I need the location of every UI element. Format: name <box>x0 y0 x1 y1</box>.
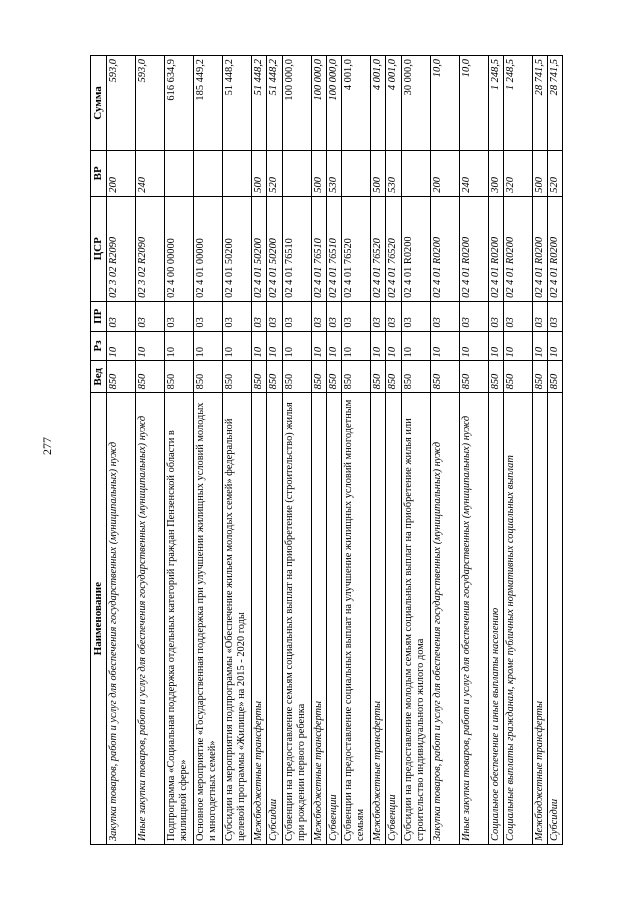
cell-rz: 10 <box>488 331 503 361</box>
header-ved: Вед <box>91 361 107 393</box>
cell-csr: 02 4 01 76510 <box>282 196 311 301</box>
cell-rz: 10 <box>503 331 532 361</box>
cell-csr: 02 4 01 R0200 <box>488 196 503 301</box>
table-row <box>282 56 311 845</box>
cell-vr: 500 <box>532 150 547 196</box>
cell-rz: 10 <box>311 331 326 361</box>
cell-name: Межбюджетные трансферты <box>532 393 547 845</box>
budget-table <box>90 55 563 845</box>
cell-vr: 520 <box>548 150 563 196</box>
cell-csr: 02 4 01 76520 <box>342 196 371 301</box>
cell-sum: 10,0 <box>430 56 459 151</box>
cell-name: Межбюджетные трансферты <box>251 393 266 845</box>
header-name: Наименование <box>91 393 107 845</box>
cell-name: Субсидии на предоставление молодым семьям социальных выплат на приобретение жилья или строительство индивидуального жилого дома <box>401 393 430 845</box>
cell-sum: 100 000,0 <box>311 56 326 151</box>
table-row <box>459 56 488 845</box>
cell-name: Субсидии <box>548 393 563 845</box>
table-row <box>311 56 326 845</box>
cell-csr: 02 4 01 76510 <box>326 196 341 301</box>
cell-pr: 03 <box>106 301 135 331</box>
page-number: 277 <box>40 437 54 455</box>
cell-sum: 1 248,5 <box>488 56 503 151</box>
table-row <box>222 56 251 845</box>
cell-sum: 1 248,5 <box>503 56 532 151</box>
cell-sum: 51 448,2 <box>222 56 251 151</box>
cell-ved: 850 <box>532 361 547 393</box>
cell-ved: 850 <box>222 361 251 393</box>
table-row <box>135 56 164 845</box>
cell-name: Закупка товаров, работ и услуг для обеспечения государственных (муниципальных) нужд <box>430 393 459 845</box>
header-rz: Рз <box>91 331 107 361</box>
cell-rz: 10 <box>193 331 222 361</box>
cell-ved: 850 <box>311 361 326 393</box>
cell-pr: 03 <box>430 301 459 331</box>
cell-vr <box>342 150 371 196</box>
cell-sum: 100 000,0 <box>282 56 311 151</box>
cell-ved: 850 <box>459 361 488 393</box>
cell-ved: 850 <box>282 361 311 393</box>
cell-name: Межбюджетные трансферты <box>371 393 386 845</box>
cell-pr: 03 <box>386 301 401 331</box>
cell-vr <box>164 150 193 196</box>
cell-vr: 520 <box>267 150 282 196</box>
cell-sum: 28 741,5 <box>532 56 547 151</box>
cell-csr: 02 4 01 50200 <box>267 196 282 301</box>
cell-csr: 02 4 01 R0200 <box>459 196 488 301</box>
cell-sum: 616 634,9 <box>164 56 193 151</box>
cell-csr: 02 4 01 50200 <box>222 196 251 301</box>
cell-pr: 03 <box>503 301 532 331</box>
cell-rz: 10 <box>401 331 430 361</box>
cell-csr: 02 3 02 R2090 <box>135 196 164 301</box>
cell-sum: 28 741,5 <box>548 56 563 151</box>
cell-rz: 10 <box>459 331 488 361</box>
table-header-row <box>91 56 107 845</box>
table-row <box>326 56 341 845</box>
cell-vr: 500 <box>251 150 266 196</box>
cell-rz: 10 <box>371 331 386 361</box>
cell-ved: 850 <box>251 361 266 393</box>
cell-vr: 530 <box>326 150 341 196</box>
cell-pr: 03 <box>401 301 430 331</box>
header-sum: Сумма <box>91 56 107 151</box>
cell-pr: 03 <box>548 301 563 331</box>
cell-vr: 200 <box>430 150 459 196</box>
cell-name: Субвенции <box>326 393 341 845</box>
cell-rz: 10 <box>106 331 135 361</box>
table-row <box>193 56 222 845</box>
cell-ved: 850 <box>106 361 135 393</box>
cell-sum: 185 449,2 <box>193 56 222 151</box>
table-row <box>386 56 401 845</box>
cell-csr: 02 4 01 76520 <box>386 196 401 301</box>
cell-vr <box>222 150 251 196</box>
cell-sum: 100 000,0 <box>326 56 341 151</box>
cell-pr: 03 <box>193 301 222 331</box>
table-row <box>401 56 430 845</box>
cell-name: Иные закупки товаров, работ и услуг для обеспечения государственных (муниципальных) нужд <box>459 393 488 845</box>
table-row <box>342 56 371 845</box>
cell-ved: 850 <box>193 361 222 393</box>
cell-rz: 10 <box>326 331 341 361</box>
cell-vr: 240 <box>135 150 164 196</box>
cell-ved: 850 <box>135 361 164 393</box>
cell-csr: 02 4 01 R0200 <box>401 196 430 301</box>
table-row <box>430 56 459 845</box>
cell-name: Иные закупки товаров, работ и услуг для обеспечения государственных (муниципальных) нужд <box>135 393 164 845</box>
cell-ved: 850 <box>386 361 401 393</box>
cell-vr: 500 <box>311 150 326 196</box>
cell-sum: 4 001,0 <box>342 56 371 151</box>
cell-ved: 850 <box>342 361 371 393</box>
cell-csr: 02 4 01 R0200 <box>548 196 563 301</box>
cell-csr: 02 4 01 00000 <box>193 196 222 301</box>
cell-pr: 03 <box>459 301 488 331</box>
cell-pr: 03 <box>371 301 386 331</box>
cell-pr: 03 <box>342 301 371 331</box>
header-pr: ПР <box>91 301 107 331</box>
cell-ved: 850 <box>371 361 386 393</box>
cell-csr: 02 3 02 R2090 <box>106 196 135 301</box>
cell-ved: 850 <box>326 361 341 393</box>
cell-csr: 02 4 01 R0200 <box>503 196 532 301</box>
table-row <box>503 56 532 845</box>
cell-vr: 320 <box>503 150 532 196</box>
cell-pr: 03 <box>164 301 193 331</box>
cell-sum: 51 448,2 <box>267 56 282 151</box>
table-body <box>106 56 562 845</box>
cell-csr: 02 4 01 R0200 <box>532 196 547 301</box>
cell-vr: 200 <box>106 150 135 196</box>
table-row <box>532 56 547 845</box>
cell-ved: 850 <box>430 361 459 393</box>
cell-ved: 850 <box>548 361 563 393</box>
cell-pr: 03 <box>282 301 311 331</box>
cell-name: Субвенции на предоставление семьям социальных выплат на приобретение (строительство) жилья при рождении первого ребенка <box>282 393 311 845</box>
cell-sum: 4 001,0 <box>386 56 401 151</box>
cell-rz: 10 <box>548 331 563 361</box>
cell-pr: 03 <box>488 301 503 331</box>
table-row <box>251 56 266 845</box>
cell-rz: 10 <box>267 331 282 361</box>
table-row <box>267 56 282 845</box>
cell-pr: 03 <box>326 301 341 331</box>
cell-rz: 10 <box>282 331 311 361</box>
cell-vr: 300 <box>488 150 503 196</box>
cell-name: Субсидии <box>267 393 282 845</box>
cell-rz: 10 <box>135 331 164 361</box>
table-row <box>371 56 386 845</box>
table-row <box>106 56 135 845</box>
cell-pr: 03 <box>311 301 326 331</box>
table-row <box>164 56 193 845</box>
table-row <box>488 56 503 845</box>
cell-rz: 10 <box>532 331 547 361</box>
cell-name: Субвенции <box>386 393 401 845</box>
cell-ved: 850 <box>488 361 503 393</box>
cell-sum: 51 448,2 <box>251 56 266 151</box>
cell-name: Субсидии на мероприятия подпрограммы «Обеспечение жильем молодых семей» федеральной целевой программы «Жилище» на 2015 - 2020 годы <box>222 393 251 845</box>
cell-vr: 500 <box>371 150 386 196</box>
cell-vr <box>282 150 311 196</box>
cell-sum: 10,0 <box>459 56 488 151</box>
cell-rz: 10 <box>251 331 266 361</box>
cell-sum: 593,0 <box>106 56 135 151</box>
header-vr: ВР <box>91 150 107 196</box>
cell-rz: 10 <box>430 331 459 361</box>
cell-vr <box>193 150 222 196</box>
cell-ved: 850 <box>401 361 430 393</box>
cell-pr: 03 <box>251 301 266 331</box>
cell-pr: 03 <box>135 301 164 331</box>
cell-ved: 850 <box>164 361 193 393</box>
cell-csr: 02 4 01 76520 <box>371 196 386 301</box>
cell-name: Социальное обеспечение и иные выплаты населению <box>488 393 503 845</box>
cell-name: Межбюджетные трансферты <box>311 393 326 845</box>
cell-pr: 03 <box>222 301 251 331</box>
cell-ved: 850 <box>503 361 532 393</box>
cell-csr: 02 4 01 76510 <box>311 196 326 301</box>
cell-name: Основное мероприятие «Государственная поддержка при улучшении жилищных условий молодых и многодетных семей» <box>193 393 222 845</box>
cell-vr: 240 <box>459 150 488 196</box>
cell-ved: 850 <box>267 361 282 393</box>
cell-vr: 530 <box>386 150 401 196</box>
cell-sum: 4 001,0 <box>371 56 386 151</box>
cell-rz: 10 <box>164 331 193 361</box>
header-csr: ЦСР <box>91 196 107 301</box>
cell-name: Подпрограмма «Социальная поддержка отдельных категорий граждан Пензенской области в жилищной сфере» <box>164 393 193 845</box>
cell-pr: 03 <box>532 301 547 331</box>
cell-rz: 10 <box>342 331 371 361</box>
cell-rz: 10 <box>222 331 251 361</box>
cell-csr: 02 4 01 50200 <box>251 196 266 301</box>
cell-name: Субвенции на предоставление социальных выплат на улучшение жилищных условий многодетным семьям <box>342 393 371 845</box>
cell-pr: 03 <box>267 301 282 331</box>
cell-csr: 02 4 00 00000 <box>164 196 193 301</box>
cell-name: Социальные выплаты гражданам, кроме публичных нормативных социальных выплат <box>503 393 532 845</box>
rotated-table-container <box>90 55 560 845</box>
cell-vr <box>401 150 430 196</box>
table-row <box>548 56 563 845</box>
cell-sum: 593,0 <box>135 56 164 151</box>
cell-name: Закупка товаров, работ и услуг для обеспечения государственных (муниципальных) нужд <box>106 393 135 845</box>
cell-sum: 30 000,0 <box>401 56 430 151</box>
cell-csr: 02 4 01 R0200 <box>430 196 459 301</box>
cell-rz: 10 <box>386 331 401 361</box>
